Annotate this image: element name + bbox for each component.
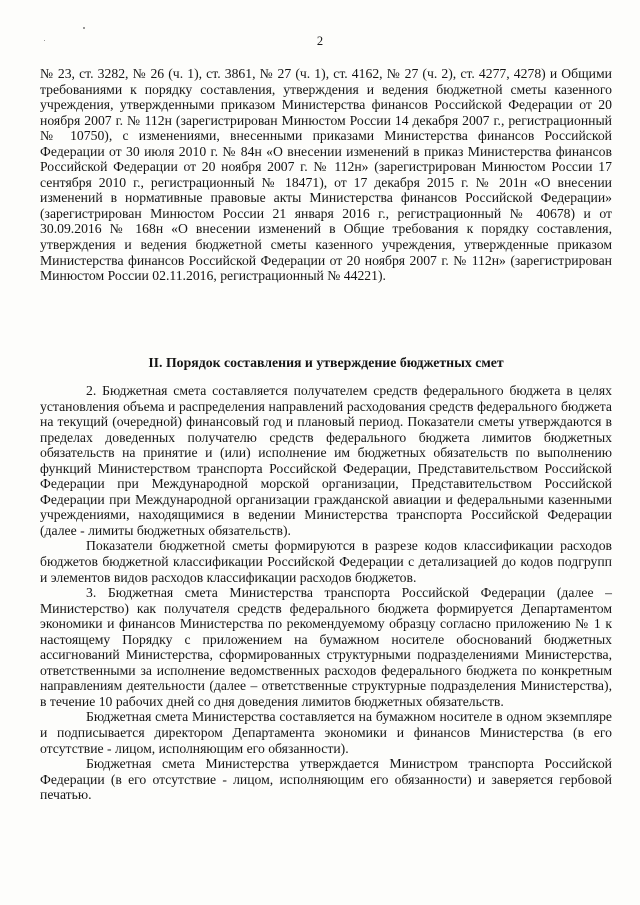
- intro-paragraph: № 23, ст. 3282, № 26 (ч. 1), ст. 3861, № 27 (ч. 1), ст. 4162, № 27 (ч. 2), ст. 4277, 4278) и Общими требованиями к порядку составления, утверждения и ведения бюджетной сметы казенного учреждения, утвержденными приказом Министерства финансов Российской Федерации от 20 ноября 2007 г. № 112н (зарегистрирован Минюстом России 14 декабря 2007 г., регистрационный № 10750), с изменениями, внесенными приказами Министерства финансов Российской Федерации от 30 июля 2010 г. № 84н «О внесении изменений в приказ Министерства финансов Российской Федерации от 20 ноября 2007 г. № 112н» (зарегистрирован Минюстом России 17 сентября 2010 г., регистрационный № 18471), от 17 декабря 2015 г. № 201н «О внесении изменений в нормативные правовые акты Министерства финансов Российской Федерации» (зарегистрирован Минюстом России 21 января 2016 г., регистрационный № 40678) и от 30.09.2016 № 168н «О внесении изменений в Общие требования к порядку составления, утверждения и ведения бюджетной сметы казенного учреждения, утвержденные приказом Министерства финансов Российской Федерации от 20 ноября 2007 г. № 112н» (зарегистрирован Минюстом России 02.11.2016, регистрационный № 44221).: [40, 66, 612, 284]
- paragraph-2: 2. Бюджетная смета составляется получателем средств федерального бюджета в целях установления объема и распределения направлений расходования средств федерального бюджета на текущий (очередной) финансовый год и плановый период. Показатели сметы утверждаются в пределах доведенных получателю средств федерального бюджета лимитов бюджетных обязательств на принятие и (или) исполнение им бюджетных обязательств по выполнению функций Министерством транспорта Российской Федерации, Представительством Российской Федерации при Международной морской организации, Представительством Российской Федерации при Международной организации гражданской авиации и федеральными казенными учреждениями, находящимися в ведении Министерства транспорта Российской Федерации (далее - лимиты бюджетных обязательств).: [40, 383, 612, 538]
- paragraph-3: 3. Бюджетная смета Министерства транспорта Российской Федерации (далее – Министерство) как получателя средств федерального бюджета формируется Департаментом экономики и финансов Министерства по рекомендуемому образцу согласно приложению № 1 к настоящему Порядку с приложением на бумажном носителе обоснований бюджетных ассигнований Министерства, сформированных структурными подразделениями Министерства, ответственными за исполнение ведомственных расходов федерального бюджета по конкретным направлениям деятельности (далее – ответственные структурные подразделения Министерства), в течение 10 рабочих дней со дня доведения лимитов бюджетных обязательств.: [40, 585, 612, 709]
- scan-speck: [83, 27, 85, 29]
- intro-paragraph-block: [40, 66, 612, 284]
- section-body: [40, 383, 612, 803]
- paragraph-3-approval: Бюджетная смета Министерства утверждается Министром транспорта Российской Федерации (в его отсутствие - лицом, исполняющим его обязанности) и заверяется гербовой печатью.: [40, 756, 612, 803]
- page-number: 2: [316, 34, 324, 48]
- paragraph-2-indicators: Показатели бюджетной сметы формируются в разрезе кодов классификации расходов бюджетов бюджетной классификации Российской Федерации с детализацией до кодов подгрупп и элементов видов расходов классификации расходов бюджетов.: [40, 538, 612, 585]
- section-heading: II. Порядок составления и утверждение бюджетных смет: [148, 355, 504, 370]
- paragraph-3-paper-carrier: Бюджетная смета Министерства составляется на бумажном носителе в одном экземпляре и подписывается директором Департамента экономики и финансов Министерства (в его отсутствие - лицом, исполняющим его обязанности).: [40, 709, 612, 756]
